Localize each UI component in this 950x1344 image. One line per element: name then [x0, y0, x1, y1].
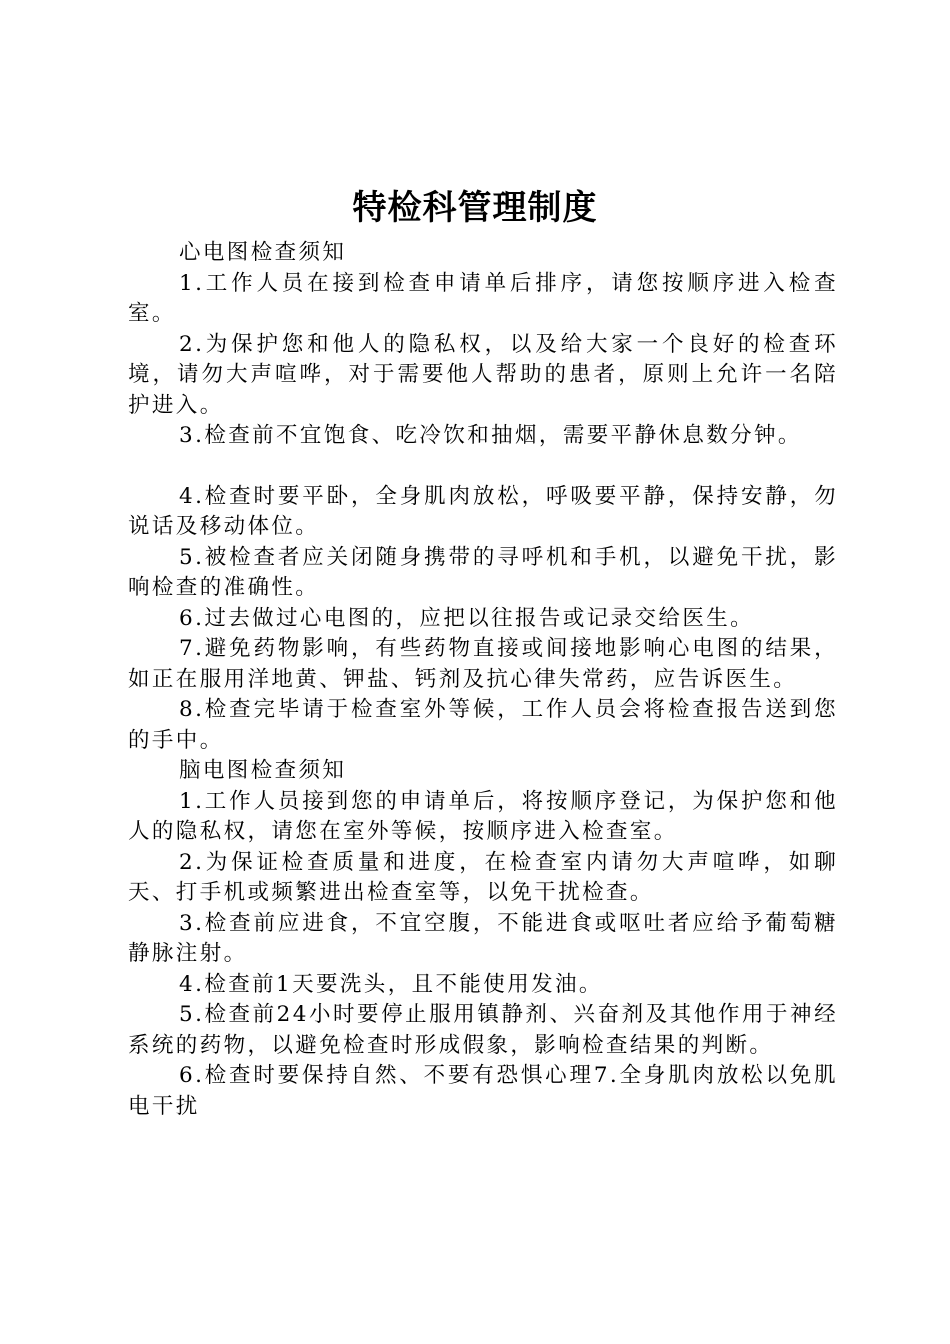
- ecg-item-8: 8.检查完毕请于检查室外等候，工作人员会将检查报告送到您的手中。: [128, 697, 838, 753]
- ecg-item-6: 6.过去做过心电图的，应把以往报告或记录交给医生。: [179, 605, 755, 631]
- ecg-item-4: 4.检查时要平卧，全身肌肉放松，呼吸要平静，保持安静，勿说话及移动体位。: [128, 483, 838, 539]
- section-heading-ecg: 心电图检查须知: [179, 240, 347, 265]
- ecg-item-1: 1.工作人员在接到检查申请单后排序，请您按顺序进入检查室。: [128, 270, 838, 326]
- ecg-item-2: 2.为保护您和他人的隐私权，以及给大家一个良好的检查环境，请勿大声喧哗，对于需要他人帮助的患者，原则上允许一名陪护进入。: [128, 331, 838, 418]
- eeg-item-6: 6.检查时要保持自然、不要有恐惧心理7.全身肌肉放松以免肌电干扰: [128, 1063, 838, 1119]
- eeg-item-4: 4.检查前1天要洗头，且不能使用发油。: [179, 971, 603, 997]
- eeg-item-2: 2.为保证检查质量和进度，在检查室内请勿大声喧哗，如聊天、打手机或频繁进出检查室等，以免干扰检查。: [128, 849, 838, 905]
- eeg-item-5: 5.检查前24小时要停止服用镇静剂、兴奋剂及其他作用于神经系统的药物，以避免检查时形成假象，影响检查结果的判断。: [128, 1002, 838, 1058]
- eeg-item-3: 3.检查前应进食，不宜空腹，不能进食或呕吐者应给予葡萄糖静脉注射。: [128, 910, 838, 966]
- document-body: [128, 238, 838, 1122]
- ecg-item-3: 3.检查前不宜饱食、吃冷饮和抽烟，需要平静休息数分钟。: [179, 423, 802, 448]
- eeg-item-1: 1.工作人员接到您的申请单后，将按顺序登记，为保护您和他人的隐私权，请您在室外等候，按顺序进入检查室。: [128, 788, 838, 844]
- section-heading-eeg: 脑电图检查须知: [179, 758, 347, 783]
- ecg-item-5: 5.被检查者应关闭随身携带的寻呼机和手机，以避免干扰，影响检查的准确性。: [128, 544, 838, 600]
- ecg-item-7: 7.避免药物影响，有些药物直接或间接地影响心电图的结果，如正在服用洋地黄、钾盐、钙剂及抗心律失常药，应告诉医生。: [128, 636, 838, 692]
- document-title: 特检科管理制度: [352, 188, 598, 228]
